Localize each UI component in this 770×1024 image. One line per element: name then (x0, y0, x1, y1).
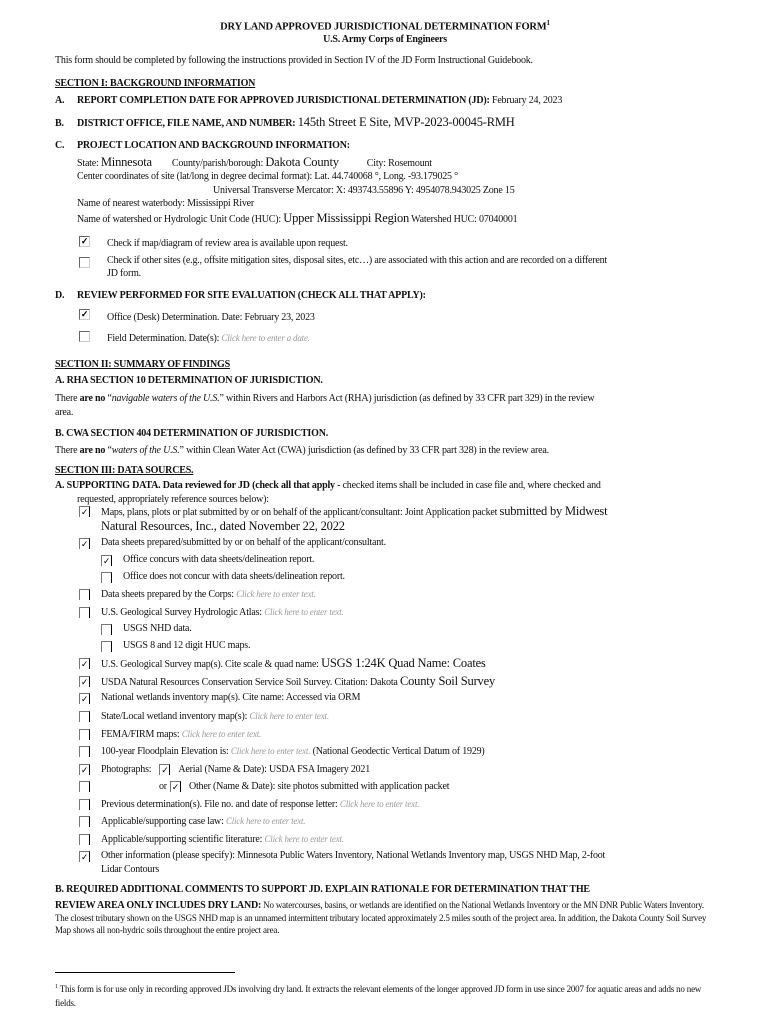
other-information-cont-label (101, 864, 159, 876)
nearest-waterbody: Name of nearest waterbody: Mississippi River (77, 198, 254, 209)
rha-finding-cont: area. (55, 407, 74, 418)
text: Office does not concur with data sheets/delineation report. (123, 571, 345, 582)
section-1b: B. DISTRICT OFFICE, FILE NAME, AND NUMBER: 145th Street E Site, MVP-2023-00045-RMH (55, 115, 515, 129)
enter-text-input[interactable]: Click here to enter text. (264, 834, 344, 844)
form-title: DRY LAND APPROVED JURISDICTIONAL DETERMINATION FORM$^1$ (220, 19, 550, 33)
other-sites-label: Check if other sites (e.g., offsite mitigation sites, disposal sites, etc…) are associated with this action and are recorded on a different (107, 255, 608, 266)
cwa-finding: There are no “waters of the U.S.” within Clean Water Act (CWA) jurisdiction (as defined by 33 CFR part 328) in the review area. (55, 445, 549, 456)
text: Applicable/supporting scientific literature: (101, 834, 263, 845)
field-determination-checkbox[interactable] (79, 331, 90, 342)
text: National wetlands inventory map(s). Cite name: Accessed via ORM (101, 692, 361, 703)
text: Aerial (Name & Date): USDA FSA Imagery 2021 (178, 764, 371, 775)
scientific-literature-label (101, 833, 344, 846)
text: Natural Resources, Inc., dated November 22, 2022 (101, 519, 345, 533)
maps-checkbox[interactable]: ✓ (80, 507, 89, 517)
field-determination: Field Determination. Date(s): Click here to enter a date. (107, 333, 310, 344)
state-local-map-label (101, 710, 329, 723)
scientific-literature-checkbox[interactable] (79, 834, 90, 845)
usda-soil-checkbox[interactable]: ✓ (80, 677, 89, 687)
enter-text-input[interactable]: Click here to enter text. (236, 589, 316, 599)
corps-datasheets-label (101, 588, 316, 601)
text: 100-year Floodplain Elevation is: (101, 746, 229, 757)
aerial-checkbox[interactable]: ✓ (161, 765, 169, 775)
enter-text-input[interactable]: Click here to enter text. (225, 816, 306, 826)
case-law-checkbox[interactable] (79, 816, 90, 827)
section-3b-comments: REVIEW AREA ONLY INCLUDES DRY LAND: No watercourses, basins, or wetlands are identified on the National Wetlands Inventory or the MN DNR Public Waters Inventory. The closest tributary shown on the USGS NHD map is an unnamed intermittent tributary located approximately 2.5 miles south of the project area. In addition, the Dakota County Soil Survey Map shows all non-hydric soils throughout the entire project area. (55, 900, 707, 935)
nwi-map-checkbox[interactable]: ✓ (80, 694, 89, 704)
text: Data sheets prepared/submitted by or on behalf of the applicant/consultant. (101, 537, 386, 548)
maps-label (101, 505, 607, 519)
field-date-input[interactable]: Click here to enter a date. (221, 333, 310, 343)
enter-text-input[interactable]: Click here to enter text. (249, 711, 329, 721)
center-coordinates: Center coordinates of site (lat/long in degree decimal format): Lat. 44.740068 °, Long. -93.179025 ° (77, 171, 458, 182)
case-law-label (101, 815, 305, 828)
photographs-label (101, 763, 370, 776)
fema-map-label (101, 728, 261, 741)
other-sites-label-cont: JD form. (107, 268, 141, 279)
state-local-map-checkbox[interactable] (79, 711, 90, 722)
photographs-checkbox[interactable]: ✓ (80, 765, 89, 775)
section-3-heading: SECTION III: DATA SOURCES. (55, 465, 194, 476)
watershed-huc: Name of watershed or Hydrologic Unit Code (HUC): Upper Mississippi Region Watershed HUC: 07040001 (77, 211, 518, 225)
office-not-concur-checkbox[interactable] (101, 572, 112, 583)
office-determination-checkbox[interactable]: ✓ (80, 309, 89, 319)
usgs-huc-checkbox[interactable] (101, 641, 112, 652)
text: Office concurs with data sheets/delineation report. (123, 554, 315, 565)
fema-map-checkbox[interactable] (79, 729, 90, 740)
other-photos-checkbox[interactable] (79, 781, 90, 792)
section-1-heading: SECTION I: BACKGROUND INFORMATION (55, 78, 256, 89)
section-1a: A. REPORT COMPLETION DATE FOR APPROVED JURISDICTIONAL DETERMINATION (JD): February 24, 2023 (55, 95, 563, 106)
usgs-nhd-checkbox[interactable] (101, 624, 112, 635)
nwi-map-label (101, 692, 360, 704)
usgs-map-checkbox[interactable]: ✓ (80, 659, 89, 669)
text: Data sheets prepared by the Corps: (101, 589, 234, 600)
office-concurs-label (123, 554, 314, 566)
maps-cont-label (101, 520, 345, 534)
enter-text-input[interactable]: Click here to enter text. (181, 729, 262, 739)
text: State/Local wetland inventory map(s): (101, 711, 248, 722)
office-determination: Office (Desk) Determination. Date: February 23, 2023 (107, 312, 315, 323)
previous-determination-checkbox[interactable] (79, 799, 90, 810)
text: FEMA/FIRM maps: (101, 729, 180, 740)
section-3a: A. SUPPORTING DATA. Data reviewed for JD (check all that apply - checked items shall be included in case file and, where checked and (55, 480, 601, 491)
text: U.S. Geological Survey Hydrologic Atlas: (101, 607, 262, 618)
text: USGS NHD data. (123, 623, 192, 634)
enter-text-input[interactable]: Click here to enter text. (339, 799, 420, 809)
floodplain-checkbox[interactable] (79, 746, 90, 757)
usgs-map-label (101, 657, 486, 671)
map-available-label: Check if map/diagram of review area is available upon request. (107, 238, 348, 249)
section-2b: B. CWA SECTION 404 DETERMINATION OF JURISDICTION. (55, 428, 329, 439)
text: (National Geodectic Vertical Datum of 1929) (312, 746, 485, 757)
form-subtitle: U.S. Army Corps of Engineers (323, 34, 447, 45)
section-3a-cont: requested, appropriately reference sources below): (77, 494, 269, 505)
text: Maps, plans, plots or plat submitted by or on behalf of the applicant/consultant: Joint Application packet (101, 507, 498, 518)
section-2-heading: SECTION II: SUMMARY OF FINDINGS (55, 359, 230, 370)
other-sites-checkbox[interactable] (79, 257, 90, 268)
floodplain-label (101, 745, 485, 758)
section-1c: C. PROJECT LOCATION AND BACKGROUND INFORMATION: (55, 140, 350, 151)
section-1d: D. REVIEW PERFORMED FOR SITE EVALUATION (CHECK ALL THAT APPLY): (55, 290, 426, 301)
rha-finding: There are no “navigable waters of the U.S.” within Rivers and Harbors Act (RHA) jurisdiction (as defined by 33 CFR part 329) in the review (55, 393, 595, 404)
text: Applicable/supporting case law: (101, 816, 224, 827)
location-line: State: Minnesota County/parish/borough: Dakota County City: Rosemount (77, 155, 432, 169)
text: Other (Name & Date): site photos submitted with application packet (188, 781, 450, 792)
datasheets-label (101, 537, 386, 549)
other-photo-checkbox[interactable]: ✓ (171, 782, 180, 792)
text: USGS 1:24K Quad Name: Coates (321, 656, 486, 670)
hydrologic-atlas-checkbox[interactable] (79, 607, 90, 618)
other-information-checkbox[interactable]: ✓ (80, 852, 89, 862)
section-2a: A. RHA SECTION 10 DETERMINATION OF JURISDICTION. (55, 375, 323, 386)
text: or (159, 781, 167, 792)
text: Previous determination(s). File no. and date of response letter: (101, 799, 338, 810)
usgs-nhd-label (123, 623, 192, 635)
text: Photographs: (101, 764, 152, 775)
text: Other information (please specify): Minnesota Public Waters Inventory, National Wetlands Inventory map, USGS NHD Map, 2-foot (101, 850, 606, 861)
intro-text: This form should be completed by following the instructions provided in Section IV of the JD Form Instructional Guidebook. (55, 55, 533, 66)
utm-coordinates: Universal Transverse Mercator: X: 493743.55896 Y: 4954078.943025 Zone 15 (213, 185, 515, 196)
datasheets-checkbox[interactable]: ✓ (80, 539, 89, 549)
other-information-label (101, 850, 605, 862)
text: County Soil Survey (399, 674, 495, 688)
usgs-huc-label (123, 640, 250, 652)
footnote: $^1$ This form is for use only in recording approved JDs involving dry land. It extracts the relevant elements of the longer approved JD form in use since 2007 for aquatic areas and adds no new fields. (55, 984, 702, 1008)
office-concurs-checkbox[interactable]: ✓ (102, 556, 111, 566)
text: Lidar Contours (101, 864, 160, 875)
text: U.S. Geological Survey map(s). Cite scale & quad name: (101, 659, 319, 670)
previous-determination-label (101, 798, 419, 811)
footnote-divider (55, 972, 235, 973)
map-available-checkbox[interactable]: ✓ (80, 236, 89, 246)
enter-text-input[interactable]: Click here to enter text. (230, 746, 311, 756)
corps-datasheets-checkbox[interactable] (79, 589, 90, 600)
enter-text-input[interactable]: Click here to enter text. (264, 607, 344, 617)
text: USGS 8 and 12 digit HUC maps. (123, 640, 251, 651)
hydrologic-atlas-label (101, 606, 344, 619)
usda-soil-label (101, 675, 495, 689)
other-photos-label (101, 780, 449, 793)
section-3b: B. REQUIRED ADDITIONAL COMMENTS TO SUPPORT JD. EXPLAIN RATIONALE FOR DETERMINATION THAT THE (55, 884, 590, 895)
text: USDA Natural Resources Conservation Service Soil Survey. Citation: Dakota (101, 677, 398, 688)
office-not-concur-label (123, 571, 345, 583)
text: submitted by Midwest (499, 504, 608, 518)
